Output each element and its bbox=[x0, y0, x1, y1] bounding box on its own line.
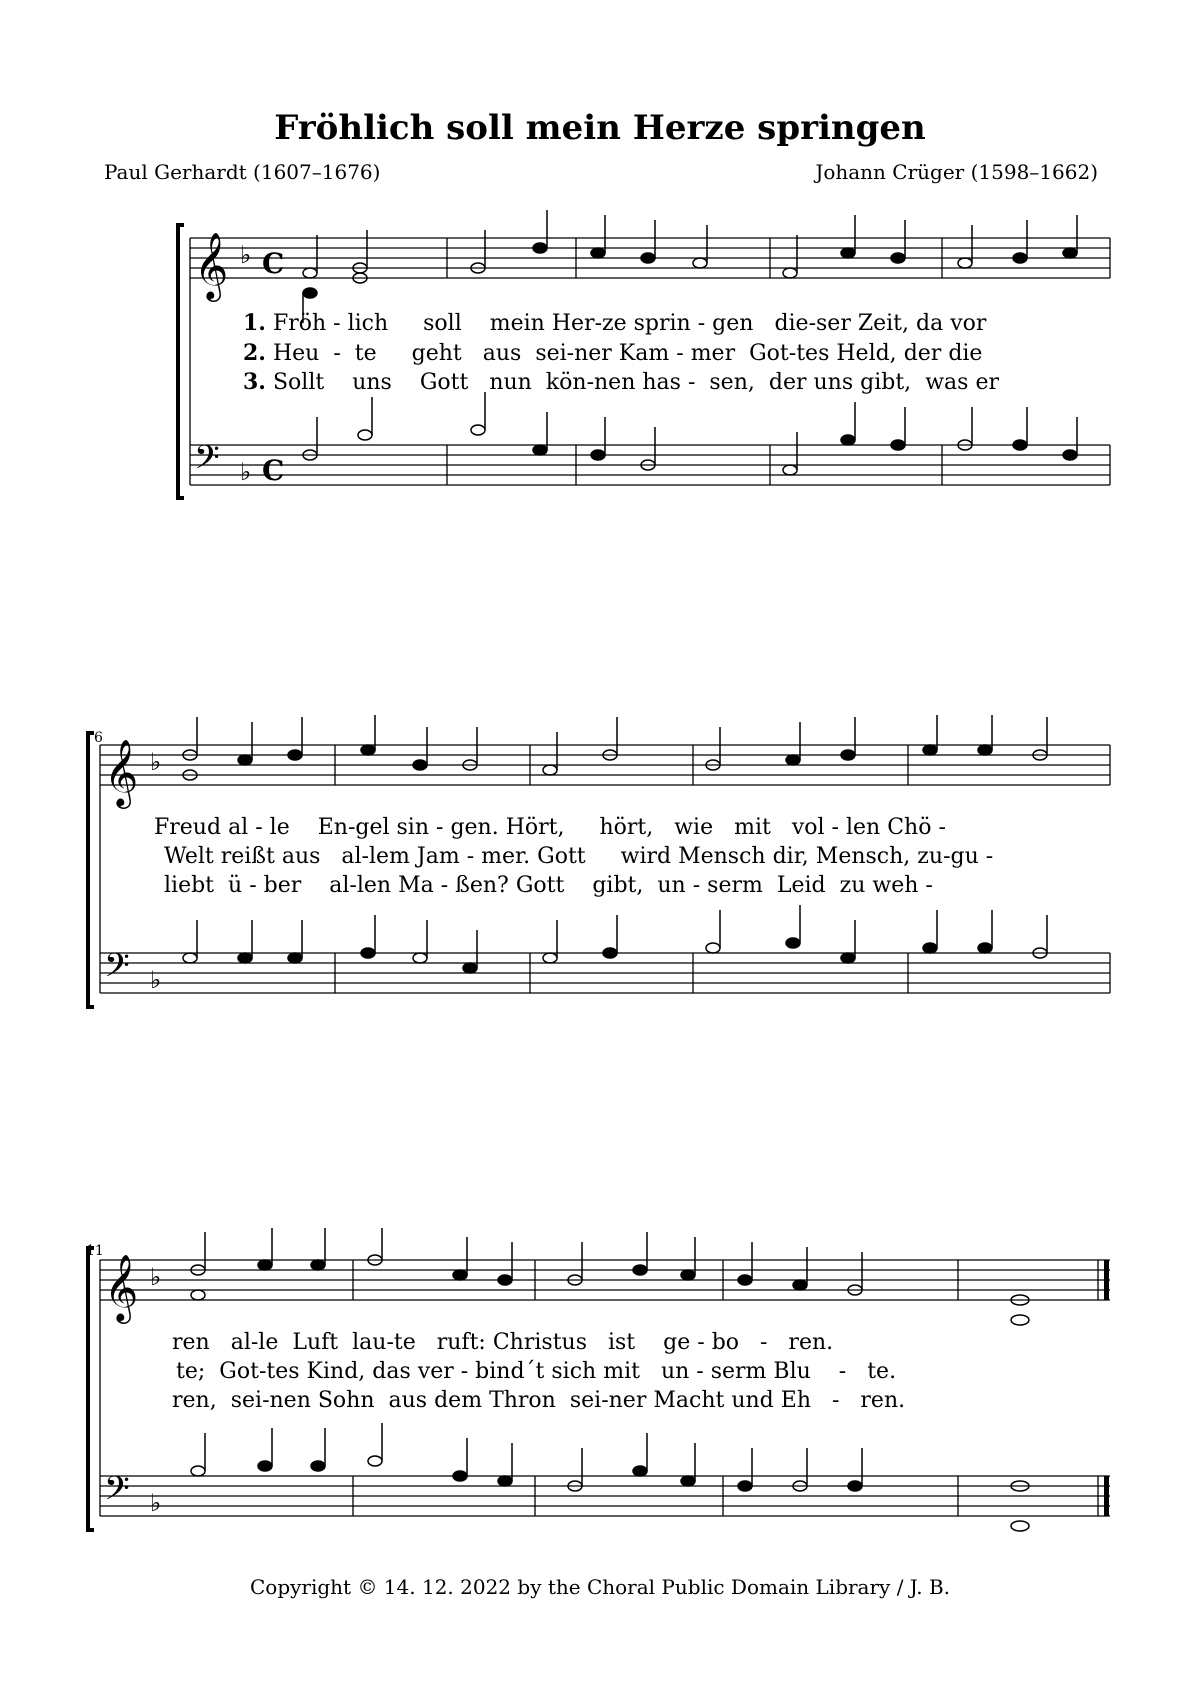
lyric: kön bbox=[545, 370, 587, 395]
lyric: liebt bbox=[164, 873, 215, 898]
lyric: sich bbox=[551, 1359, 597, 1384]
hyphen: - bbox=[808, 311, 817, 336]
lyric: gel bbox=[355, 815, 390, 840]
lyric: das bbox=[372, 1359, 411, 1384]
lyric: nen bbox=[594, 370, 636, 395]
page-title: Fröhlich soll mein Herze springen bbox=[274, 108, 926, 148]
flat-sign: ♭ bbox=[150, 966, 162, 994]
lyric: un bbox=[657, 873, 686, 898]
hyphen: - bbox=[349, 873, 357, 898]
lyric: Heu bbox=[272, 341, 320, 366]
lyric: te. bbox=[867, 1359, 897, 1384]
verse-number: 2. bbox=[243, 340, 266, 366]
lyric: gibt, bbox=[592, 873, 644, 898]
lyric: Gott bbox=[537, 844, 586, 869]
lyric: wird bbox=[620, 844, 672, 869]
composer-credit: Johann Crüger (1598–1662) bbox=[815, 160, 1098, 184]
lyric: al bbox=[329, 873, 350, 898]
lyric: aus bbox=[482, 341, 522, 366]
hyphen: - bbox=[262, 1388, 270, 1413]
lyric: lem bbox=[368, 844, 410, 869]
hyphen: - bbox=[361, 844, 369, 869]
lyric: nun bbox=[489, 370, 532, 395]
lyric: un bbox=[660, 1359, 690, 1384]
lyric: gen. bbox=[450, 815, 499, 840]
hyphen: - bbox=[255, 815, 263, 840]
lyrics-line bbox=[243, 310, 986, 336]
lyric: uns bbox=[813, 370, 854, 395]
hyphen: - bbox=[938, 815, 946, 840]
flat-sign: ♭ bbox=[150, 1489, 162, 1517]
lyric: Christus bbox=[492, 1330, 587, 1355]
lyric: mein bbox=[489, 311, 545, 336]
verse-number: 3. bbox=[243, 369, 266, 395]
lyric: aus bbox=[388, 1388, 428, 1413]
hyphen: - bbox=[258, 1359, 267, 1384]
lyric: Jam bbox=[416, 844, 460, 869]
hyphen: - bbox=[594, 311, 602, 336]
lyric: Gott bbox=[515, 873, 565, 898]
hyphen: - bbox=[831, 815, 839, 840]
hyphen: - bbox=[831, 1388, 840, 1413]
hyphen: - bbox=[586, 370, 595, 395]
lyric: sei bbox=[569, 1388, 602, 1413]
bass-clef: 𝄢 bbox=[104, 1470, 130, 1516]
hyphen: - bbox=[943, 844, 951, 869]
hyphen: - bbox=[566, 341, 575, 366]
lyric: ber bbox=[263, 873, 302, 898]
poet-credit: Paul Gerhardt (1607–1676) bbox=[104, 160, 381, 184]
lyric: reißt bbox=[220, 844, 275, 869]
lyric: der bbox=[903, 341, 942, 366]
lyric: und bbox=[731, 1388, 774, 1413]
lyric: vol bbox=[791, 815, 825, 840]
lyric: der bbox=[768, 370, 807, 395]
lyric: Sollt bbox=[272, 370, 325, 395]
lyric: Kam bbox=[618, 341, 670, 366]
hyphen: - bbox=[436, 815, 444, 840]
lyric: ren. bbox=[788, 1330, 834, 1355]
lyric: tes bbox=[796, 341, 830, 366]
hyphen: - bbox=[386, 1330, 394, 1355]
lyric: Her bbox=[551, 311, 595, 336]
lyric: ser bbox=[816, 311, 851, 336]
flat-sign: ♭ bbox=[240, 241, 252, 269]
hyphen: - bbox=[676, 341, 684, 366]
time-signature: C bbox=[262, 247, 285, 280]
hyphen: - bbox=[249, 873, 257, 898]
lyric: dir, bbox=[772, 844, 809, 869]
treble-clef: 𝄞 bbox=[194, 231, 229, 299]
lyric: ge bbox=[663, 1330, 691, 1355]
lyrics-line bbox=[172, 1388, 905, 1413]
lyric: ruft: bbox=[436, 1330, 486, 1355]
lyric: Sohn bbox=[317, 1388, 375, 1413]
lyric: bo bbox=[711, 1330, 740, 1355]
flat-sign: ♭ bbox=[240, 458, 252, 486]
lyric: tes bbox=[266, 1359, 300, 1384]
lyric: mit bbox=[734, 815, 771, 840]
lyric: die bbox=[948, 341, 983, 366]
lyric: ßen? bbox=[455, 873, 509, 898]
lyric: lich bbox=[347, 311, 389, 336]
lyric: Fröh bbox=[272, 311, 327, 336]
hyphen: - bbox=[460, 1359, 469, 1384]
lyric: has bbox=[642, 370, 681, 395]
hyphen: - bbox=[696, 1359, 704, 1384]
lyric: was bbox=[925, 370, 969, 395]
lyrics-line bbox=[243, 340, 982, 366]
hyphen: - bbox=[692, 873, 701, 898]
lyrics-line bbox=[243, 369, 999, 395]
lyric: lau bbox=[352, 1330, 387, 1355]
lyric: ren bbox=[172, 1330, 210, 1355]
lyrics-line bbox=[172, 1330, 833, 1355]
lyric: te bbox=[354, 341, 377, 366]
lyric: sen, bbox=[709, 370, 755, 395]
lyric: te; bbox=[176, 1359, 206, 1384]
lyric: mer bbox=[690, 341, 736, 366]
lyric: len bbox=[356, 873, 392, 898]
lyric: sin bbox=[396, 815, 430, 840]
lyric: Mensch bbox=[678, 844, 766, 869]
lyric: er bbox=[975, 370, 999, 395]
lyrics-line bbox=[164, 873, 933, 898]
lyric: hört, bbox=[599, 815, 654, 840]
lyric: al bbox=[341, 844, 362, 869]
hyphen: - bbox=[697, 1330, 705, 1355]
lyric: gen bbox=[712, 311, 754, 336]
lyric: mit bbox=[603, 1359, 640, 1384]
lyric: da bbox=[916, 311, 944, 336]
hyphen: - bbox=[925, 873, 933, 898]
lyric: Leid bbox=[776, 873, 826, 898]
lyric: Zeit, bbox=[857, 311, 910, 336]
lyric: dem bbox=[434, 1388, 483, 1413]
lyric: Macht bbox=[653, 1388, 725, 1413]
treble-clef: 𝄞 bbox=[104, 1253, 139, 1321]
lyric: serm bbox=[710, 1359, 767, 1384]
lyric: Held, bbox=[836, 341, 897, 366]
measure-number: 11 bbox=[86, 1243, 104, 1259]
lyric: ze bbox=[602, 311, 627, 336]
lyric: gibt, bbox=[860, 370, 912, 395]
lyric: Freud bbox=[154, 815, 222, 840]
hyphen: - bbox=[788, 341, 797, 366]
lyric: serm bbox=[707, 873, 763, 898]
hyphen: - bbox=[333, 341, 341, 366]
measure-number: 6 bbox=[94, 730, 103, 746]
lyric: Thron bbox=[489, 1388, 556, 1413]
lyric: weh bbox=[872, 873, 919, 898]
lyric: ver bbox=[417, 1359, 454, 1384]
lyrics-line bbox=[176, 1359, 896, 1384]
hyphen: - bbox=[760, 1330, 768, 1355]
lyric: uns bbox=[352, 370, 392, 395]
treble-clef: 𝄞 bbox=[104, 738, 139, 806]
lyric: ü bbox=[228, 873, 243, 898]
lyric: Kind, bbox=[306, 1359, 366, 1384]
lyric: bind´t bbox=[475, 1359, 545, 1384]
lyric: Luft bbox=[292, 1330, 339, 1355]
lyric: Eh bbox=[780, 1388, 811, 1413]
lyric: aus bbox=[281, 844, 321, 869]
hyphen: - bbox=[440, 873, 449, 898]
lyric: ren, bbox=[172, 1388, 217, 1413]
hyphen: - bbox=[697, 311, 706, 336]
lyrics-line bbox=[154, 815, 946, 840]
lyric: geht bbox=[411, 341, 462, 366]
bass-clef: 𝄢 bbox=[194, 439, 220, 485]
lyric: zu bbox=[839, 873, 866, 898]
lyric: ist bbox=[607, 1330, 636, 1355]
flat-sign: ♭ bbox=[150, 748, 162, 776]
hyphen: - bbox=[347, 815, 356, 840]
hyphen: - bbox=[601, 1388, 609, 1413]
lyric: Mensch, bbox=[815, 844, 911, 869]
bass-clef: 𝄢 bbox=[104, 947, 130, 993]
lyric: ren. bbox=[860, 1388, 906, 1413]
lyric: nen bbox=[269, 1388, 311, 1413]
lyric: vor bbox=[950, 311, 987, 336]
lyric: soll bbox=[423, 311, 462, 336]
time-signature: C bbox=[262, 454, 285, 487]
lyric: le bbox=[269, 815, 290, 840]
hyphen: - bbox=[250, 1330, 259, 1355]
lyric: sei bbox=[535, 341, 567, 366]
lyric: ner bbox=[574, 341, 612, 366]
lyric: Chö bbox=[887, 815, 932, 840]
lyric: le bbox=[258, 1330, 279, 1355]
lyric: al bbox=[228, 815, 249, 840]
lyric: sprin bbox=[633, 311, 691, 336]
lyrics-line bbox=[164, 844, 993, 869]
lyric: Ma bbox=[398, 873, 434, 898]
hyphen: - bbox=[687, 370, 696, 395]
hyphen: - bbox=[838, 1359, 847, 1384]
lyric: al bbox=[230, 1330, 251, 1355]
lyric: Got bbox=[219, 1359, 259, 1384]
hyphen: - bbox=[985, 844, 994, 869]
lyric: mer. bbox=[481, 844, 531, 869]
lyric: Hört, bbox=[505, 815, 565, 840]
lyric: wie bbox=[674, 815, 714, 840]
flat-sign: ♭ bbox=[150, 1263, 162, 1291]
lyric: En bbox=[317, 815, 348, 840]
lyric: ner bbox=[608, 1388, 647, 1413]
verse-number: 1. bbox=[243, 310, 266, 336]
lyric: Blu bbox=[773, 1359, 811, 1384]
lyric: len bbox=[845, 815, 881, 840]
lyric: zu bbox=[917, 844, 944, 869]
hyphen: - bbox=[333, 311, 341, 336]
lyric: Got bbox=[749, 341, 789, 366]
lyric: gu bbox=[950, 844, 979, 869]
lyric: Gott bbox=[419, 370, 469, 395]
lyric: te bbox=[393, 1330, 416, 1355]
lyric: sei bbox=[230, 1388, 263, 1413]
hyphen: - bbox=[466, 844, 475, 869]
lyric: die bbox=[774, 311, 809, 336]
lyric: Welt bbox=[164, 844, 214, 869]
copyright-notice: Copyright © 14. 12. 2022 by the Choral Public Domain Library / J. B. bbox=[249, 1575, 951, 1599]
